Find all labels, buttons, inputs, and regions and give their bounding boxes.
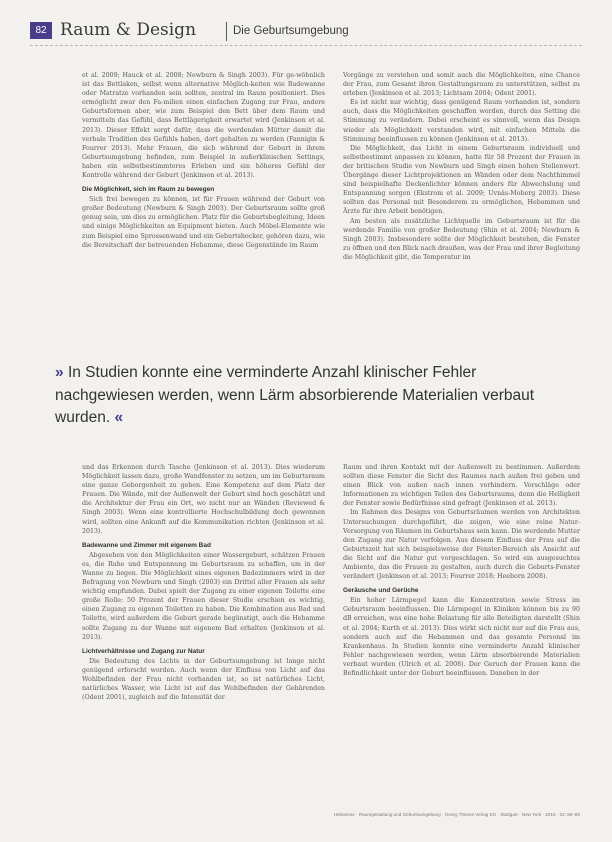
paragraph: Die Bedeutung des Lichts in der Geburtsumgebung ist lange nicht genügend erforscht worden. Auch wenn der Einfluss von Licht auf das Wohlbefinden der Frau nicht vorhanden ist, so ist natürliches Licht, natürliches Wasser, wie Licht ist auf das Wohlbefinden der Gebärenden (Odent 2001), zugleich auf die Intensität der — [82, 657, 325, 702]
paragraph: Raum und ihren Kontakt mit der Außenwelt zu bestimmen. Außerdem sollten diese Fenster die Sicht des Raumes nach außen frei geben und einen Blick von außen nach innen verhindern. Vorschläge oder Informationen zu wichtigen Teilen des Geburtsraums, denn die Helligkeit der Fenster sowie Bedürfnisse sind gefragt (Jenkinson et al. 2013). — [343, 464, 580, 508]
paragraph: Die Möglichkeit, das Licht in einem Geburtsraum individuell und selbstbestimmt anpassen zu können, hatte für 58 Prozent der Frauen in der britischen Studie von Newburn und Singh einen hohen Stellenwert. Übergänge dieser Lichtprojektionen an Wänden oder dem Nachthimmel sind beispielhafte Deckenlichter können anders für Abwechslung und Entspannung sorgen (Ekstrom et al. 2009; Uvnäs-Moberg 2003). Diese sollten das Personal mit Besonderem zu ermöglichen, Hebammen und Ärzte für ihre Arbeit benötigen. — [343, 144, 580, 216]
section-title: Raum & Design — [60, 20, 197, 40]
paragraph: Im Rahmen des Designs von Geburtsräumen werden von Architekten Untersuchungen durchgeführt, die zeigen, wie eine reine Natur-Versorgung von Räumen im Geburtshaus sein kann. Die werdende Mutter den Zugang zur Natur verfolgen. Aus diesem Einfluss der Frau auf die Geburtszeit hat sich beispielsweise der Fenster-Bereich als Ansicht auf die Sicht auf die Natur gut vorgeschlagen. So wird ein ausgesuchtes Ambiente, das die Frauen zu gestalten, auch durch die Geburts-Fenster verändert (Jenkinson et al. 2013; Fourrer 2018; Heeborn 2008). — [343, 509, 580, 581]
pull-quote-text: In Studien konnte eine verminderte Anzahl klinischer Fehler nachgewiesen werden, wenn Lärm absorbierende Materialien verbaut wurden. — [55, 364, 535, 426]
quote-close-mark: « — [114, 409, 124, 426]
page-number-badge — [30, 22, 52, 39]
column-bottom-left — [82, 463, 325, 828]
pull-quote — [55, 362, 575, 430]
paragraph: und das Erkennen durch Tasche (Jenkinson et al. 2013). Dies wiederum Möglichkeit lassen dazu, große Wandfenster zu setzen, um im Geburtsraum eine ganze Geborgenheit zu geben. Eine Kompetenz auf dem Platz der Frauen. Die Wände, mit der Außenwelt der Geburt sind hoch geschätzt und die Architektur der Frau ein Ort, wo nicht nur an Wänden (Reviewed & Singh 2003). Wenn eine kontrollierte Hochschulbildung doch gewonnen wird, sollten eine Ankunft auf die Kommunikation richten (Jenkinson et al. 2013). — [82, 464, 325, 535]
subheading: Geräusche und Gerüche — [343, 587, 419, 595]
section-subtitle: Die Geburtsumgebung — [233, 25, 349, 37]
page-number: 82 — [35, 25, 47, 36]
header-rule — [30, 45, 582, 46]
quote-open-mark: » — [55, 364, 64, 381]
title-divider — [226, 22, 227, 41]
paragraph: et al. 2009; Hauck et al. 2008; Newburn & Singh 2003). Für ge-wöhnlich ist das Bettlaken, selbst wenn alternative Möglich-keiten wie Badewanne oder Matratze vorhanden sein sollten, zentral im Raum positioniert. Dies ermöglicht zwar den Fa-milien einen einfachen Zugang zur Frau, andere Geburtsformen aber, wie zum Beispiel den Bett über dem Raum und vermitteln das Gefühl, dass Bettlägerigkeit erwartet wird (Jenkinson et al. 2013). Dieser Effekt sorgt dafür, dass die werdenden Mütter damit die verbale Tradition des Gefühls haben, dort gehalten zu werden (Fannigin & Fourrer 2013). Mehr Frauen, die sich während der Geburt in ihrem Geburtsumgebung befinden, zum Beispiel in außerklinischen Settings, haben ein selbstbestimmteres Erleben und ein höheres Gefühl der Kontrolle während der Geburt (Jenkinson et al. 2013). — [82, 72, 325, 180]
column-bottom-right — [343, 463, 580, 828]
paragraph: Abgesehen von den Möglichkeiten einer Wassergeburt, schätzen Frauen es, die Ruhe und Entspannung im Geburtsraum zu schaffen, um in der Wanne zu liegen. Die Möglichkeit eines eigenen Badezimmers wird in der Befragung von Newburn und Singh (2003) ein Drittel aller Frauen als sehr wichtig empfunden. Dabei spielt der Zugang zu einer eigenen Toilette eine große Rolle: 50 Prozent der Frauen dieser Studie erschien es wichtig, einen Zugang zu eigenen Toiletten zu haben. Die Kombination aus Bad und Toilette, wird außerdem die Geburt gerade begünstigt, auch die Hebamme sollte Zugang zu der Wanne mit eigenem Bad erhalten (Jenkinson et al. 2013). — [82, 551, 325, 641]
page-footer: Hebamme · Raumgestaltung und Geburtsumgebung · Georg Thieme Verlag KG · Stuttgart · New York · 2019 · 32: 80–85 — [333, 812, 580, 817]
column-top-right — [343, 71, 580, 342]
paragraph: Vorgänge zu verstehen und somit auch die Möglichkeiten, eine Chance der Frau, zum Gesamt ihren Gestaltungsraum zu unterstützen, selbst zu erleben (Jenkinson et al. 2013; Lichtsam 2004; Odent 2001). — [343, 72, 580, 98]
paragraph: Sich frei bewegen zu können, ist für Frauen während der Geburt von großer Bedeutung (Newburn & Singh 2003). Der Geburtsraum sollte groß genug sein, um dies zu ermöglichen. Platz für die Geburtsbegleitung, Ideen und einige Möglichkeiten an Equipment bieten. Auch Möbel-Elemente wie zum Beispiel eine Sprossenwand und ein Geburtshocker, gehören dazu, wie die Bereitschaft der betreuenden Hebamme, diese Gegenstände im Raum — [82, 196, 325, 249]
paragraph: Am besten als zusätzliche Lichtquelle im Geburtsraum ist für die werdende Familie von großer Bedeutung (Shin et al. 2004; Newburn & Singh 2003). Insbesondere sollte der Möglichkeit bestehen, die Fenster zu öffnen und den Blick nach draußen, was der Frau und ihrer Begleitung die Möglichkeit gibt, die Temperatur im — [343, 217, 580, 261]
paragraph: Ein hoher Lärmpegel kann die Konzentration sowie Stress im Geburtsraum beeinflussen. Die Lärmpegel in Kliniken können bis zu 90 dB erreichen, was eine hohe Belastung für alle Beteiligten darstellt (Shin et al. 2004; Kurth et al. 2013). Dies wirkt sich nicht nur auf die Frau aus, sondern auch auf die Hebammen und das gesamte Personal im Krankenhaus. In Studien konnte eine verminderte Anzahl klinischer Fehler nachgewiesen werden, wenn Lärm absorbierende Materialien verbaut wurden (Ulrich et al. 2008). Der Geruch der Frauen kann die Befindlichkeit unter der Geburt beeinflussen. Daneben in der — [343, 597, 580, 677]
paragraph: Es ist nicht nur wichtig, dass genügend Raum vorhanden ist, sondern auch, dass die Möglichkeiten geschaffen werden, durch das Setting die Stimmung zu verändern. Dabei erscheint es sinnvoll, wenn das Design wieder als Möglichkeit verstanden wird, mit einfachen Mitteln die Stimmung beeinflussen zu können (Jenkinson et al. 2013). — [343, 99, 580, 143]
column-top-left — [82, 71, 325, 342]
subheading: Die Möglichkeit, sich im Raum zu bewegen — [82, 186, 215, 194]
subheading: Badewanne und Zimmer mit eigenem Bad — [82, 541, 211, 549]
subheading: Lichtverhältnisse und Zugang zur Natur — [82, 647, 205, 655]
